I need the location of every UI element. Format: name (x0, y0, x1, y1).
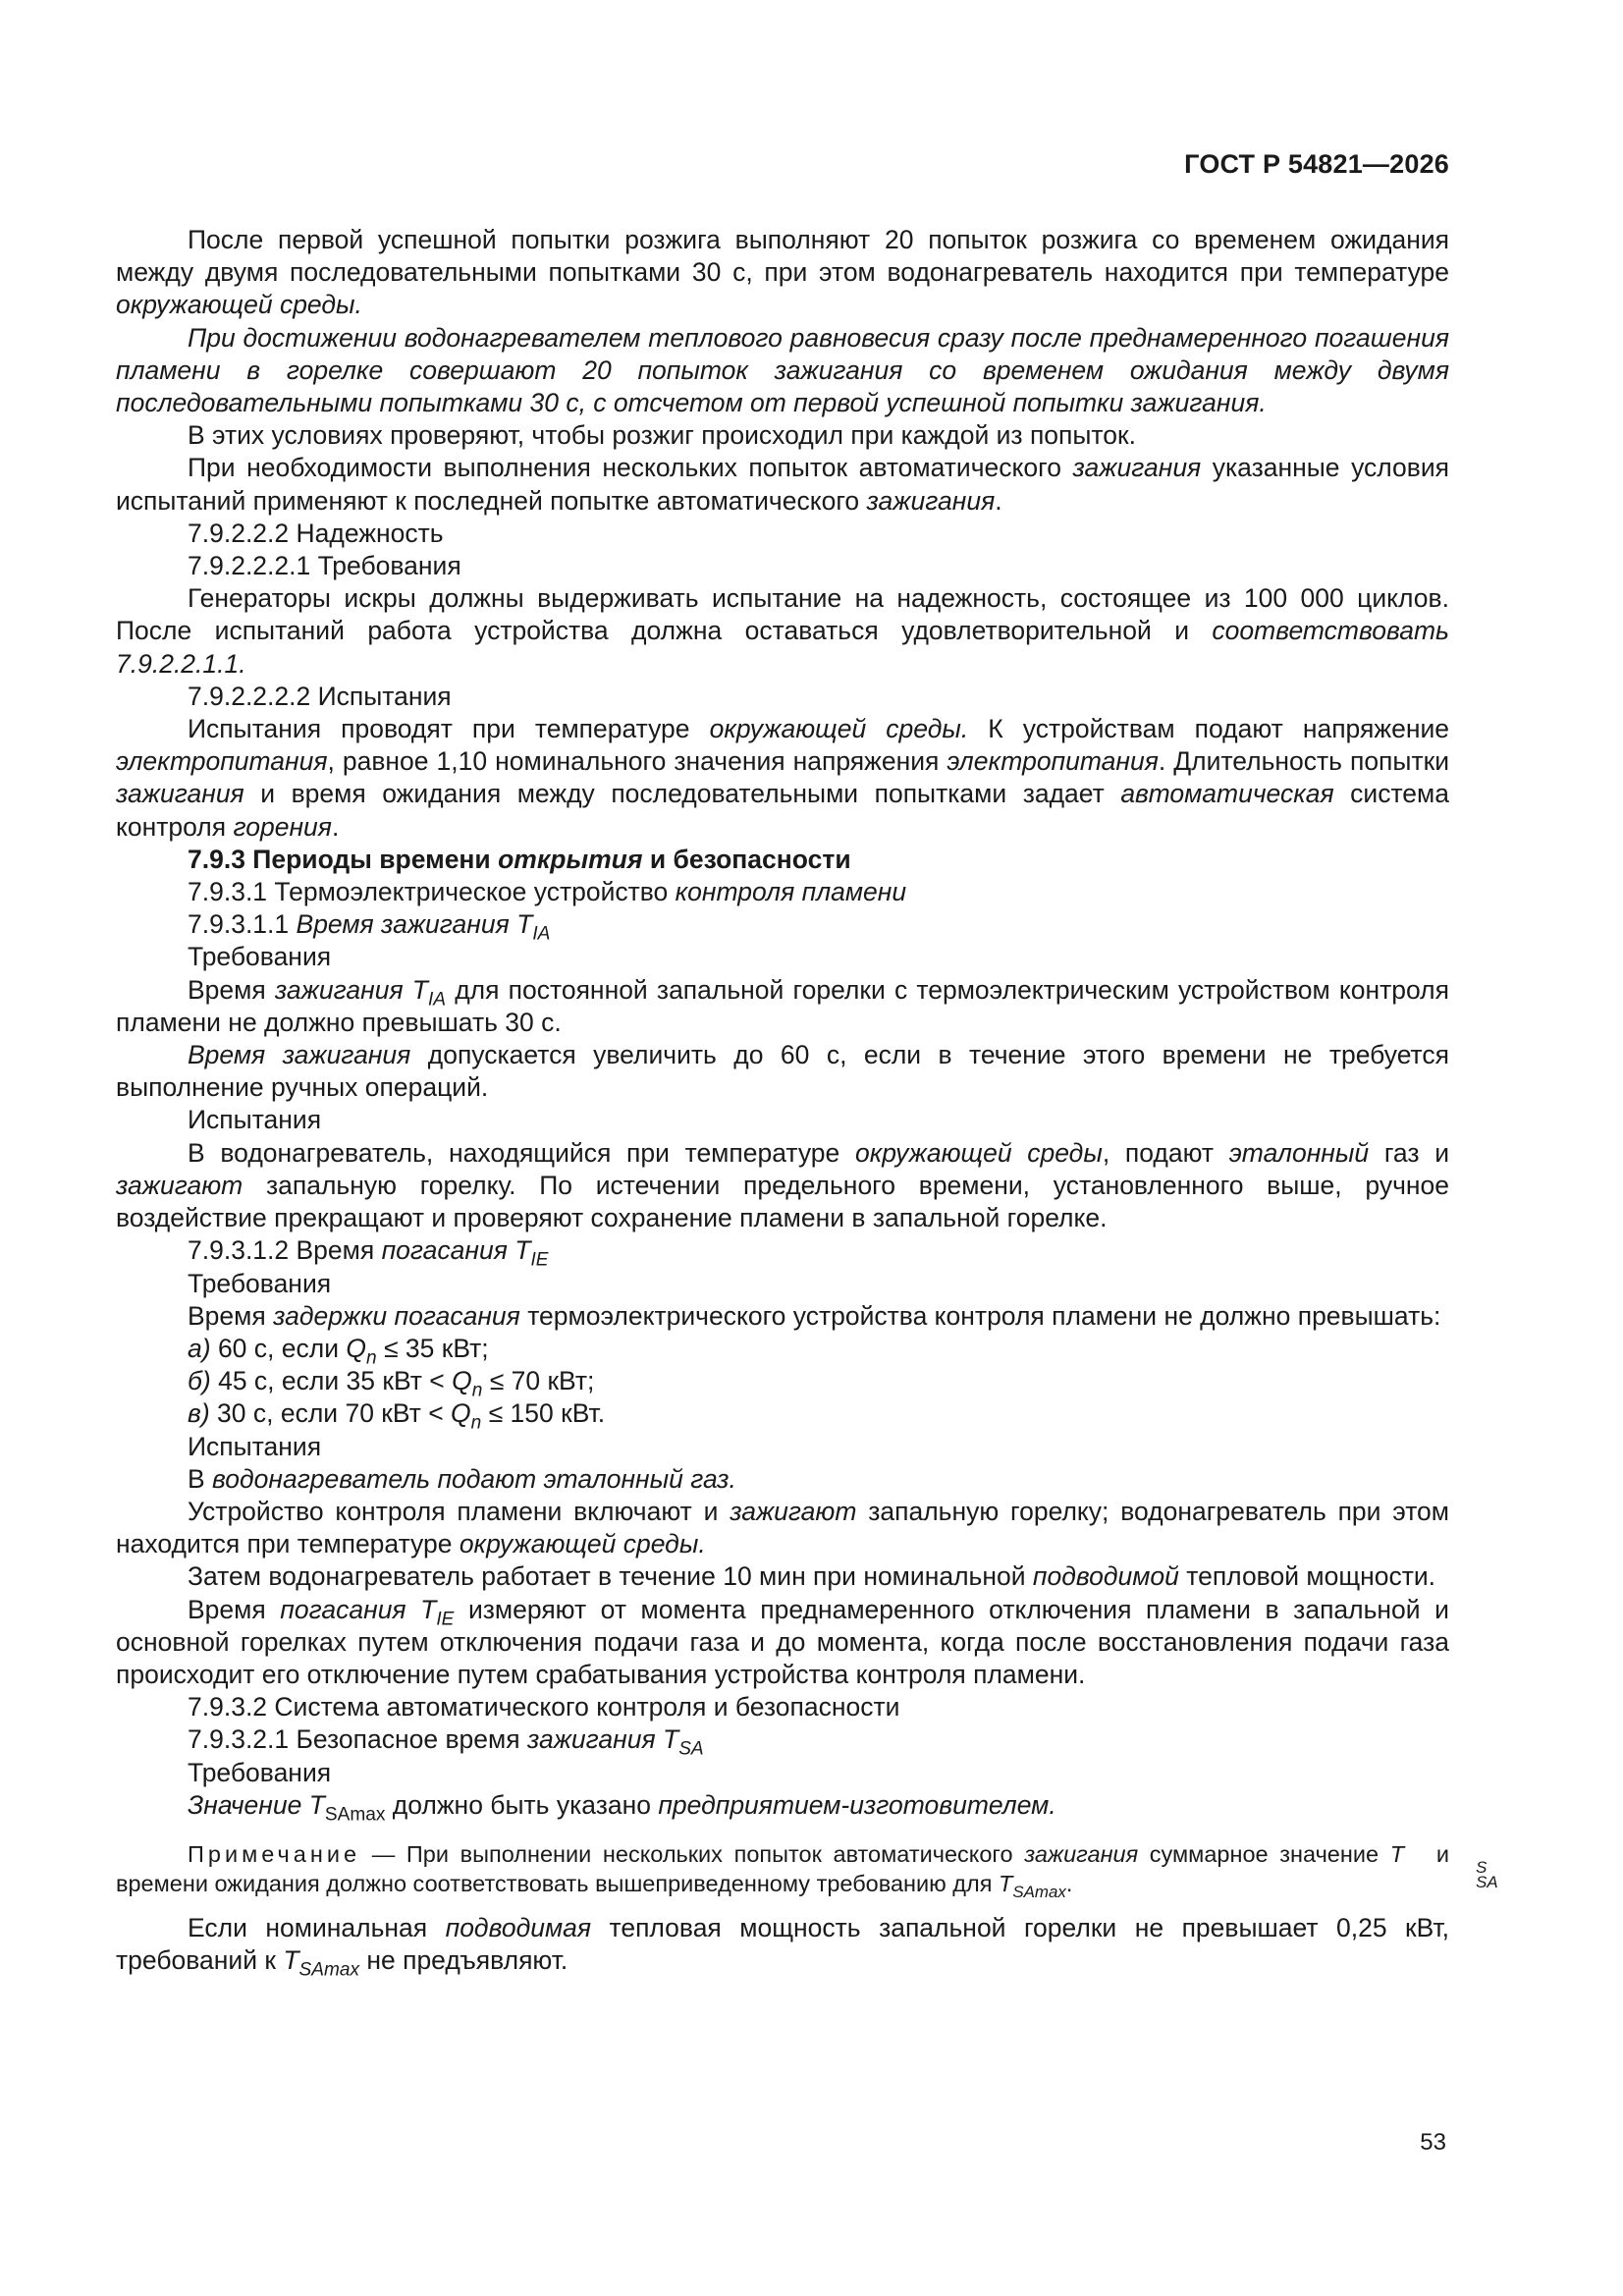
subheading: Испытания (188, 1431, 322, 1461)
paragraph: В этих условиях проверяют, чтобы розжиг происходил при каждой из попыток. (188, 420, 1136, 451)
list-item: а) 60 с, если $Q_n \le 35$ кВт; (188, 1333, 489, 1369)
subheading: Испытания (188, 1105, 322, 1135)
document-body (116, 224, 1498, 1981)
paragraph: Затем водонагреватель работает в течение 10 мин при номинальной подводимой тепловой мощности. (188, 1561, 1436, 1592)
paragraph: Время задержки погасания термоэлектрического устройства контроля пламени не должно превышать: (188, 1300, 1441, 1331)
section-heading: 7.9.3.2 Система автоматического контроля и безопасности (188, 1692, 900, 1722)
paragraph: Устройство контроля пламени включают и зажигают запальную горелку; водонагреватель при этом находится при температуре окружающей среды. (116, 1496, 1449, 1559)
subheading: Требования (188, 1268, 332, 1298)
list-item: в) 30 с, если 70 кВт < $Q_n \le 150$ кВт. (188, 1398, 606, 1434)
section-heading: 7.9.3.1 Термоэлектрическое устройство контроля пламени (188, 877, 907, 907)
paragraph: Испытания проводят при температуре окружающей среды. К устройствам подают напряжение электропитания, равное 1,10 номинального значения напряжения электропитания. Длительность попытки зажигания и время ожидания между последовательными попытками задает автоматическая система контроля горения. (116, 714, 1450, 842)
paragraph: Время зажигания допускается увеличить до 60 с, если в течение этого времени не требуется выполнение ручных операций. (116, 1040, 1449, 1103)
note-label: Примечание (188, 1840, 361, 1867)
note: Примечание — При выполнении нескольких попыток автоматического зажигания суммарное значение T S SA и времени ожидания должно соответствовать вышеприведенному требованию для $T_{SAmax}$. (116, 1840, 1498, 1901)
paragraph: Если номинальная подводимая тепловая мощность запальной горелки не превышает 0,25 кВт, требований к $T_{SAmax}$ не предъявляют. (116, 1912, 1449, 1981)
paragraph: Значение $T_{SAmax}$ должно быть указано предприятием-изготовителем. (188, 1789, 1056, 1826)
section-heading: 7.9.3 Периоды времени открытия и безопасности (188, 844, 851, 874)
paragraph: После первой успешной попытки розжига выполняют 20 попыток розжига со временем ожидания между двумя последовательными попытками 30 с, при этом водонагреватель находится при температуре окружающей среды. (116, 225, 1449, 320)
paragraph: В водонагреватель, находящийся при температуре окружающей среды, подают эталонный газ и зажигают запальную горелку. По истечении предельного времени, установленного выше, ручное воздействие прекращают и проверяют сохранение пламени в запальной горелке. (116, 1137, 1449, 1233)
paragraph: Время зажигания $T_{IA}$ для постоянной запальной горелки с термоэлектрическим устройством контроля пламени не должно превышать 30 с. (116, 974, 1449, 1037)
section-heading: 7.9.2.2.2.1 Требования (188, 551, 461, 581)
section-heading: 7.9.3.2.1 Безопасное время зажигания $T_{SA}$ (188, 1724, 704, 1761)
document-header: ГОСТ Р 54821—2026 (1184, 149, 1449, 179)
paragraph: При необходимости выполнения нескольких попыток автоматического зажигания указанные условия испытаний применяют к последней попытке автоматического зажигания. (116, 453, 1449, 516)
section-heading: 7.9.3.1.2 Время погасания $T_{IE}$ (188, 1235, 549, 1271)
subheading: Требования (188, 1757, 332, 1787)
subheading: Требования (188, 942, 332, 972)
list-item: б) 45 с, если 35 кВт < $Q_n \le 70$ кВт; (188, 1366, 595, 1401)
section-heading: 7.9.2.2.2.2 Испытания (188, 681, 452, 711)
paragraph: Время погасания $T_{IE}$ измеряют от момента преднамеренного отключения пламени в запальной и основной горелках путем отключения подачи газа и до момента, когда после восстановления подачи газа происходит его отключение путем срабатывания устройства контроля пламени. (116, 1594, 1449, 1689)
section-heading: 7.9.2.2.2 Надежность (188, 518, 444, 548)
paragraph: В водонагреватель подают эталонный газ. (188, 1463, 736, 1494)
paragraph: Генераторы искры должны выдерживать испытание на надежность, состоящее из 100 000 циклов. После испытаний работа устройства должна оставаться удовлетворительной и соответствовать 7.9.2.2.1.1. (116, 583, 1449, 679)
section-heading: 7.9.3.1.1 Время зажигания $T_{IA}$ (188, 909, 551, 945)
paragraph: При достижении водонагревателем теплового равновесия сразу после преднамеренного погашения пламени в горелке совершают 20 попыток зажигания со временем ожидания между двумя последовательными попытками 30 с, с отсчетом от первой успешной попытки зажигания. (116, 322, 1449, 418)
page-number: 53 (1420, 2129, 1446, 2156)
